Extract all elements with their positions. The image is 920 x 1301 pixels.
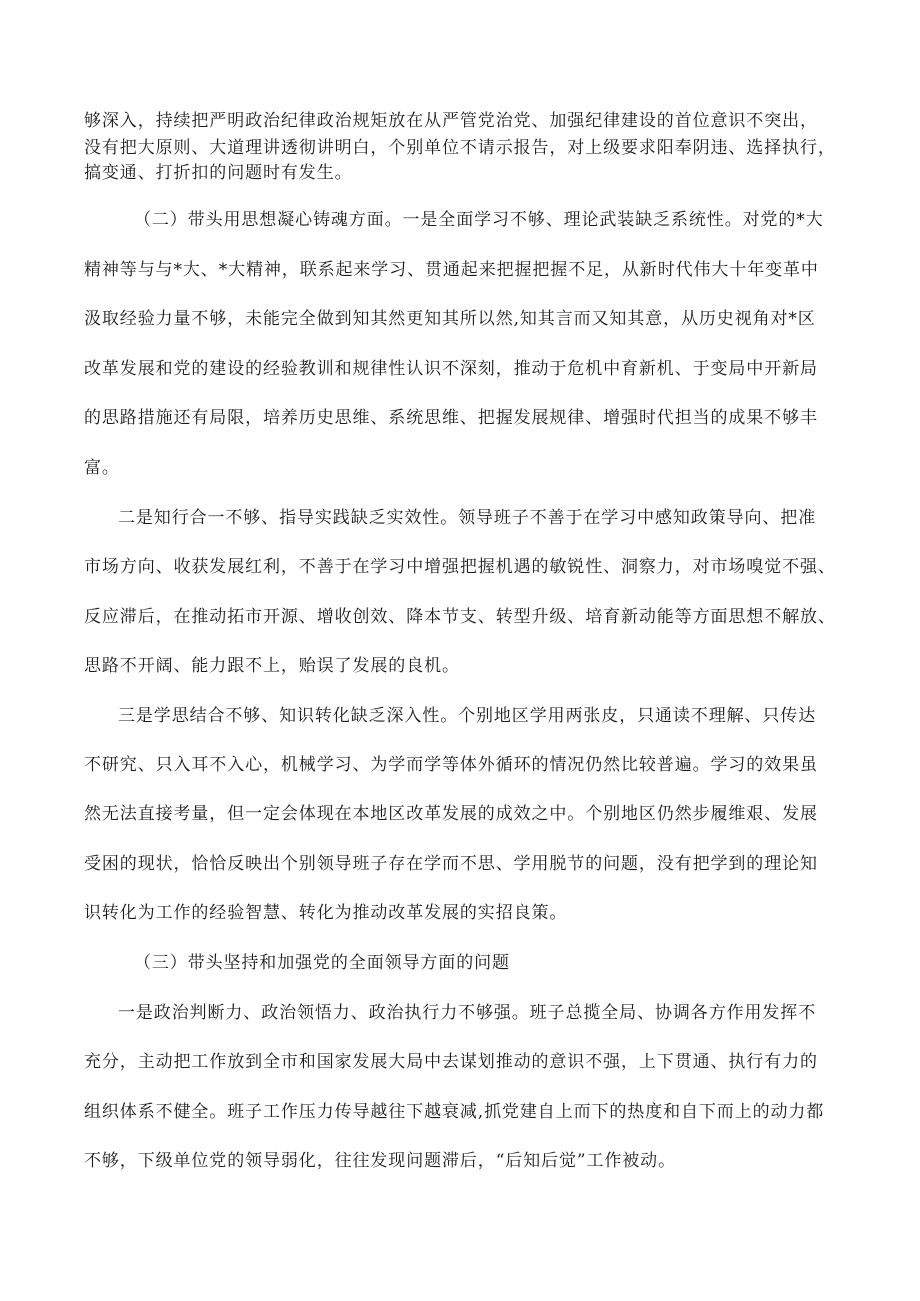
text-line: 组织体系不健全。班子工作压力传导越往下越衰减,抓党建自上而下的热度和自下而上的动力都 — [84, 1102, 825, 1122]
text-line: 够深入，持续把严明政治纪律政治规矩放在从严管党治党、加强纪律建设的首位意识不突出， — [84, 111, 818, 131]
text-line: 搞变通、打折扣的问题时有发生。 — [84, 163, 353, 183]
text-line: 然无法直接考量，但一定会体现在本地区改革发展的成效之中。个别地区仍然步履维艰、发展 — [84, 804, 818, 824]
section-heading-3: （三）带头坚持和加强党的全面领导方面的问题 — [134, 953, 510, 973]
paragraph-start: 二是知行合一不够、指导实践缺乏实效性。领导班子不善于在学习中感知政策导向、把准 — [118, 508, 817, 528]
paragraph-start: 三是学思结合不够、知识转化缺乏深入性。个别地区学用两张皮，只通读不理解、只传达 — [118, 706, 817, 726]
text-line: 富。 — [84, 458, 120, 478]
text-line: 精神等与与*大、*大精神，联系起来学习、贯通起来把握把握不足，从新时代伟大十年变革中 — [84, 260, 819, 280]
section-heading-2: （二）带头用思想凝心铸魂方面。一是全面学习不够、理论武装缺乏系统性。对党的*大 — [134, 210, 824, 230]
text-line: 改革发展和党的建设的经验教训和规律性认识不深刻，推动于危机中育新机、于变局中开新局 — [84, 359, 818, 379]
text-line: 没有把大原则、大道理讲透彻讲明白，个别单位不请示报告，对上级要求阳奉阴违、选择执行， — [84, 138, 836, 158]
text-line: 思路不开阔、能力跟不上，贻误了发展的良机。 — [84, 656, 460, 676]
text-line: 反应滞后，在推动拓市开源、增收创效、降本节支、转型升级、培育新动能等方面思想不解放、 — [84, 607, 836, 627]
text-line: 不研究、只入耳不入心，机械学习、为学而学等体外循环的情况仍然比较普遍。学习的效果虽 — [84, 755, 818, 775]
text-line: 充分，主动把工作放到全市和国家发展大局中去谋划推动的意识不强，上下贯通、执行有力的 — [84, 1052, 818, 1072]
text-line: 的思路措施还有局限，培养历史思维、系统思维、把握发展规律、增强时代担当的成果不够丰 — [84, 408, 818, 428]
paragraph-start: 一是政治判断力、政治领悟力、政治执行力不够强。班子总揽全局、协调各方作用发挥不 — [118, 1003, 817, 1023]
text-line: 受困的现状，恰恰反映出个别领导班子存在学而不思、学用脱节的问题，没有把学到的理论知 — [84, 854, 818, 874]
text-line: 汲取经验力量不够，未能完全做到知其然更知其所以然,知其言而又知其意，从历史视角对*区 — [84, 309, 816, 329]
text-line: 市场方向、收获发展红利，不善于在学习中增强把握机遇的敏锐性、洞察力，对市场嗅觉不强、 — [84, 557, 836, 577]
text-line: 识转化为工作的经验智慧、转化为推动改革发展的实招良策。 — [84, 903, 568, 923]
text-line: 不够，下级单位党的领导弱化，往往发现问题滞后，“后知后觉”工作被动。 — [84, 1151, 676, 1171]
